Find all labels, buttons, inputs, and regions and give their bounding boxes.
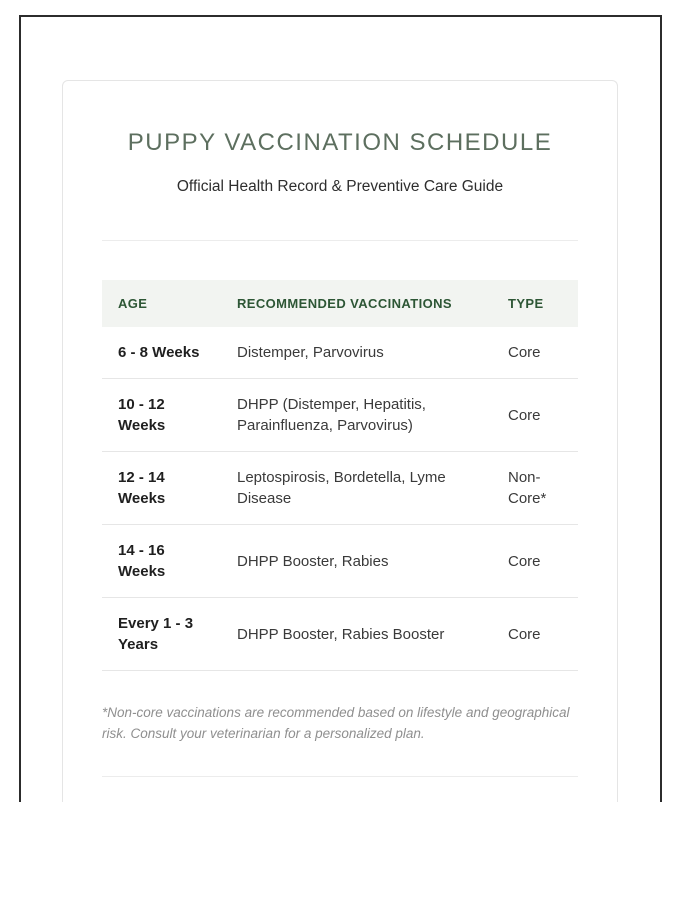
type-cell: Core — [508, 625, 541, 643]
table-row — [102, 379, 578, 452]
column-header-vaccinations: RECOMMENDED VACCINATIONS — [237, 296, 452, 311]
page-title: PUPPY VACCINATION SCHEDULE — [127, 129, 553, 156]
type-cell: Core — [508, 344, 541, 361]
divider-top — [102, 240, 578, 241]
document-card — [62, 80, 618, 802]
type-cell: Core — [508, 552, 541, 570]
table-row — [102, 525, 578, 598]
table-row — [102, 598, 578, 671]
page-subtitle: Official Health Record & Preventive Care Guide — [176, 178, 504, 195]
page-frame — [19, 15, 662, 802]
vaccinations-cell: Leptospirosis, Bordetella, Lyme Disease — [237, 469, 446, 507]
type-cell: Non-Core* — [508, 469, 547, 507]
table-body — [102, 327, 578, 671]
vaccination-table — [102, 280, 578, 671]
age-cell: Every 1 - 3 Years — [118, 615, 194, 653]
type-cell: Core — [508, 406, 541, 424]
vaccinations-cell: DHPP Booster, Rabies Booster — [237, 625, 445, 643]
age-cell: 14 - 16 Weeks — [118, 542, 166, 580]
table-header-row — [102, 280, 578, 327]
table-row — [102, 327, 578, 379]
vaccinations-cell: DHPP Booster, Rabies — [237, 552, 389, 570]
vaccinations-cell: Distemper, Parvovirus — [237, 344, 384, 361]
divider-bottom — [102, 776, 578, 777]
table-row — [102, 452, 578, 525]
footnote: *Non-core vaccinations are recommended based on lifestyle and geographical risk. Consult your veterinarian for a personalized plan. — [102, 705, 570, 741]
age-cell: 10 - 12 Weeks — [118, 396, 166, 434]
vaccinations-cell: DHPP (Distemper, Hepatitis, Parainfluenza, Parvovirus) — [237, 396, 426, 434]
age-cell: 12 - 14 Weeks — [118, 469, 166, 507]
document-content — [63, 128, 617, 777]
column-header-type: TYPE — [508, 296, 544, 311]
column-header-age: AGE — [118, 296, 148, 311]
age-cell: 6 - 8 Weeks — [118, 344, 200, 361]
